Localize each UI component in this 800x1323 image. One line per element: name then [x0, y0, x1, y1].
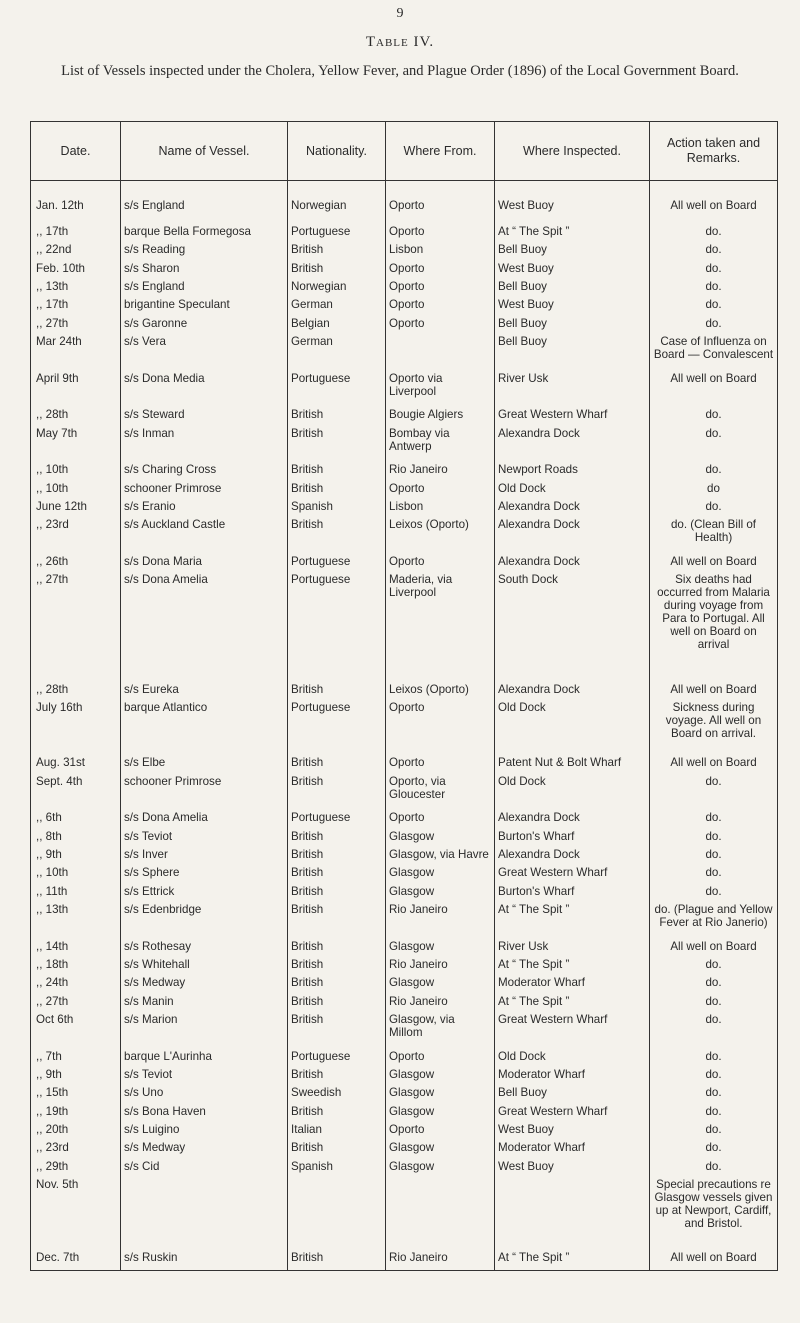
where-inspected-cell: West Buoy	[495, 298, 650, 316]
nationality-cell: British	[288, 830, 386, 848]
date-cell: ,, 29th	[31, 1160, 121, 1178]
action-remarks-cell: do.	[650, 775, 778, 812]
date-cell: ,, 15th	[31, 1086, 121, 1104]
where-inspected-cell: Old Dock	[495, 1050, 650, 1068]
vessel-name-cell: barque Bella Formegosa	[121, 225, 288, 243]
table-row	[31, 1068, 778, 1086]
vessel-name-cell	[121, 1178, 288, 1251]
where-inspected-cell: Old Dock	[495, 701, 650, 756]
action-remarks-cell: All well on Board	[650, 756, 778, 774]
nationality-cell: British	[288, 1013, 386, 1050]
table-row	[31, 775, 778, 812]
column-header-where-from: Where From.	[386, 122, 495, 181]
where-from-cell: Oporto	[386, 225, 495, 243]
table-row	[31, 1160, 778, 1178]
date-cell: ,, 11th	[31, 885, 121, 903]
where-inspected-cell: Great Western Wharf	[495, 408, 650, 426]
date-cell: ,, 8th	[31, 830, 121, 848]
nationality-cell: British	[288, 866, 386, 884]
action-remarks-cell: do.	[650, 225, 778, 243]
table-row	[31, 298, 778, 316]
vessel-name-cell: s/s Sphere	[121, 866, 288, 884]
table-row	[31, 1178, 778, 1251]
action-remarks-cell: do.	[650, 1123, 778, 1141]
vessel-name-cell: brigantine Speculant	[121, 298, 288, 316]
action-remarks-cell: All well on Board	[650, 181, 778, 225]
date-cell: Feb. 10th	[31, 262, 121, 280]
nationality-cell: British	[288, 427, 386, 464]
where-from-cell: Rio Janeiro	[386, 903, 495, 940]
action-remarks-cell: do.	[650, 317, 778, 335]
vessel-name-cell: s/s Dona Amelia	[121, 811, 288, 829]
where-from-cell: Glasgow, via Millom	[386, 1013, 495, 1050]
date-cell: ,, 6th	[31, 811, 121, 829]
nationality-cell: British	[288, 408, 386, 426]
table-row	[31, 848, 778, 866]
date-cell: ,, 23rd	[31, 518, 121, 555]
nationality-cell: Portuguese	[288, 811, 386, 829]
vessel-name-cell: s/s Manin	[121, 995, 288, 1013]
vessel-name-cell: s/s Ettrick	[121, 885, 288, 903]
date-cell: Nov. 5th	[31, 1178, 121, 1251]
vessel-name-cell: s/s Uno	[121, 1086, 288, 1104]
action-remarks-cell: do.	[650, 427, 778, 464]
where-from-cell: Glasgow	[386, 830, 495, 848]
action-remarks-cell: do.	[650, 811, 778, 829]
where-from-cell: Glasgow	[386, 1105, 495, 1123]
nationality-cell: Portuguese	[288, 225, 386, 243]
vessel-name-cell: s/s Medway	[121, 976, 288, 994]
table-row	[31, 683, 778, 701]
table-row	[31, 482, 778, 500]
action-remarks-cell: do.	[650, 830, 778, 848]
column-header-where-inspected: Where Inspected.	[495, 122, 650, 181]
where-inspected-cell: West Buoy	[495, 181, 650, 225]
nationality-cell: Portuguese	[288, 701, 386, 756]
action-remarks-cell: do.	[650, 958, 778, 976]
where-from-cell: Oporto	[386, 1050, 495, 1068]
vessel-name-cell: schooner Primrose	[121, 775, 288, 812]
where-inspected-cell: Alexandra Dock	[495, 811, 650, 829]
table-row	[31, 243, 778, 261]
table-row	[31, 1050, 778, 1068]
where-from-cell: Oporto	[386, 262, 495, 280]
table-row	[31, 181, 778, 225]
action-remarks-cell: do.	[650, 1141, 778, 1159]
where-inspected-cell: At “ The Spit ”	[495, 1251, 650, 1270]
nationality-cell: British	[288, 885, 386, 903]
nationality-cell: British	[288, 940, 386, 958]
vessel-name-cell: s/s Charing Cross	[121, 463, 288, 481]
where-from-cell: Glasgow	[386, 1068, 495, 1086]
action-remarks-cell: Sickness during voyage. All well on Board on arrival.	[650, 701, 778, 756]
date-cell: ,, 17th	[31, 225, 121, 243]
column-header-nationality: Nationality.	[288, 122, 386, 181]
action-remarks-cell: do.	[650, 1086, 778, 1104]
table-row	[31, 995, 778, 1013]
vessel-name-cell: s/s Vera	[121, 335, 288, 372]
where-from-cell: Glasgow	[386, 1141, 495, 1159]
table-row	[31, 811, 778, 829]
vessel-name-cell: s/s Cid	[121, 1160, 288, 1178]
action-remarks-cell: do.	[650, 1160, 778, 1178]
table-row	[31, 958, 778, 976]
table-row	[31, 408, 778, 426]
where-inspected-cell: Alexandra Dock	[495, 683, 650, 701]
table-title: Table IV.	[365, 34, 435, 50]
where-inspected-cell: Patent Nut & Bolt Wharf	[495, 756, 650, 774]
action-remarks-cell: do.	[650, 848, 778, 866]
date-cell: ,, 19th	[31, 1105, 121, 1123]
where-inspected-cell: Alexandra Dock	[495, 500, 650, 518]
where-inspected-cell: Alexandra Dock	[495, 848, 650, 866]
where-from-cell: Oporto	[386, 280, 495, 298]
action-remarks-cell: do.	[650, 243, 778, 261]
vessel-name-cell: s/s Teviot	[121, 1068, 288, 1086]
vessel-name-cell: s/s England	[121, 280, 288, 298]
vessel-name-cell: s/s Marion	[121, 1013, 288, 1050]
vessel-name-cell: s/s Reading	[121, 243, 288, 261]
table-row	[31, 1086, 778, 1104]
action-remarks-cell: do.	[650, 1013, 778, 1050]
where-from-cell: Oporto	[386, 701, 495, 756]
action-remarks-cell: do.	[650, 995, 778, 1013]
action-remarks-cell: do.	[650, 408, 778, 426]
action-remarks-cell: All well on Board	[650, 1251, 778, 1270]
date-cell: ,, 23rd	[31, 1141, 121, 1159]
vessels-table	[30, 121, 778, 1271]
action-remarks-cell: do.	[650, 262, 778, 280]
table-row	[31, 940, 778, 958]
vessel-name-cell: s/s Dona Media	[121, 372, 288, 409]
where-inspected-cell: Bell Buoy	[495, 1086, 650, 1104]
vessel-name-cell: s/s Dona Amelia	[121, 573, 288, 683]
where-inspected-cell: West Buoy	[495, 262, 650, 280]
where-from-cell: Rio Janeiro	[386, 1251, 495, 1270]
table-row	[31, 262, 778, 280]
where-inspected-cell: Great Western Wharf	[495, 866, 650, 884]
vessel-name-cell: s/s Ruskin	[121, 1251, 288, 1270]
vessel-name-cell: s/s Bona Haven	[121, 1105, 288, 1123]
date-cell: ,, 13th	[31, 903, 121, 940]
table-row	[31, 555, 778, 573]
vessel-name-cell: s/s Eranio	[121, 500, 288, 518]
nationality-cell: British	[288, 482, 386, 500]
date-cell: ,, 18th	[31, 958, 121, 976]
action-remarks-cell: All well on Board	[650, 555, 778, 573]
where-from-cell: Rio Janeiro	[386, 995, 495, 1013]
nationality-cell	[288, 1178, 386, 1251]
table-caption: List of Vessels inspected under the Cholera, Yellow Fever, and Plague Order (1896) of the Local Government Board.	[61, 63, 739, 79]
date-cell: Jan. 12th	[31, 181, 121, 225]
where-from-cell: Glasgow	[386, 1160, 495, 1178]
where-inspected-cell: Bell Buoy	[495, 243, 650, 261]
table-row	[31, 885, 778, 903]
nationality-cell: British	[288, 958, 386, 976]
table-row	[31, 573, 778, 683]
nationality-cell: Italian	[288, 1123, 386, 1141]
nationality-cell: Portuguese	[288, 573, 386, 683]
table-row	[31, 427, 778, 464]
where-inspected-cell: Moderator Wharf	[495, 976, 650, 994]
nationality-cell: British	[288, 1251, 386, 1270]
where-inspected-cell: Great Western Wharf	[495, 1105, 650, 1123]
table-row	[31, 518, 778, 555]
where-from-cell: Oporto, via Gloucester	[386, 775, 495, 812]
where-from-cell: Rio Janeiro	[386, 958, 495, 976]
table-row	[31, 1123, 778, 1141]
date-cell: ,, 28th	[31, 683, 121, 701]
where-inspected-cell: River Usk	[495, 940, 650, 958]
date-cell: ,, 27th	[31, 317, 121, 335]
nationality-cell: Spanish	[288, 500, 386, 518]
table-row	[31, 830, 778, 848]
table-row	[31, 701, 778, 756]
date-cell: May 7th	[31, 427, 121, 464]
vessel-name-cell: barque L'Aurinha	[121, 1050, 288, 1068]
date-cell: Mar 24th	[31, 335, 121, 372]
date-cell: ,, 22nd	[31, 243, 121, 261]
vessel-name-cell: s/s Garonne	[121, 317, 288, 335]
nationality-cell: British	[288, 243, 386, 261]
vessel-name-cell: s/s Inver	[121, 848, 288, 866]
date-cell: ,, 10th	[31, 463, 121, 481]
date-cell: Oct 6th	[31, 1013, 121, 1050]
where-inspected-cell: Bell Buoy	[495, 317, 650, 335]
where-from-cell: Lisbon	[386, 243, 495, 261]
date-cell: ,, 26th	[31, 555, 121, 573]
where-from-cell: Glasgow	[386, 885, 495, 903]
where-inspected-cell: At “ The Spit ”	[495, 958, 650, 976]
where-from-cell	[386, 1178, 495, 1251]
date-cell: ,, 9th	[31, 1068, 121, 1086]
action-remarks-cell: do. (Clean Bill of Health)	[650, 518, 778, 555]
action-remarks-cell: do	[650, 482, 778, 500]
where-from-cell: Glasgow	[386, 1086, 495, 1104]
action-remarks-cell: All well on Board	[650, 940, 778, 958]
table-row	[31, 1141, 778, 1159]
date-cell: Aug. 31st	[31, 756, 121, 774]
date-cell: ,, 10th	[31, 482, 121, 500]
date-cell: ,, 10th	[31, 866, 121, 884]
nationality-cell: Sweedish	[288, 1086, 386, 1104]
where-inspected-cell: West Buoy	[495, 1123, 650, 1141]
column-header-action: Action taken and Remarks.	[650, 122, 778, 181]
where-inspected-cell: Bell Buoy	[495, 280, 650, 298]
action-remarks-cell: All well on Board	[650, 683, 778, 701]
action-remarks-cell: do.	[650, 1105, 778, 1123]
where-inspected-cell: Burton's Wharf	[495, 830, 650, 848]
vessel-name-cell: s/s Whitehall	[121, 958, 288, 976]
date-cell: ,, 7th	[31, 1050, 121, 1068]
action-remarks-cell: do.	[650, 976, 778, 994]
where-inspected-cell	[495, 1178, 650, 1251]
action-remarks-cell: All well on Board	[650, 372, 778, 409]
vessel-name-cell: s/s Elbe	[121, 756, 288, 774]
where-from-cell: Oporto	[386, 298, 495, 316]
where-from-cell	[386, 335, 495, 372]
where-inspected-cell: Newport Roads	[495, 463, 650, 481]
table-row	[31, 335, 778, 372]
where-inspected-cell: West Buoy	[495, 1160, 650, 1178]
where-inspected-cell: Old Dock	[495, 482, 650, 500]
vessel-name-cell: s/s Medway	[121, 1141, 288, 1159]
vessel-name-cell: s/s Rothesay	[121, 940, 288, 958]
action-remarks-cell: do.	[650, 1068, 778, 1086]
action-remarks-cell: do.	[650, 885, 778, 903]
table-row	[31, 1251, 778, 1270]
where-from-cell: Oporto	[386, 555, 495, 573]
nationality-cell: Norwegian	[288, 181, 386, 225]
nationality-cell: British	[288, 903, 386, 940]
nationality-cell: German	[288, 335, 386, 372]
date-cell: ,, 20th	[31, 1123, 121, 1141]
vessel-name-cell: barque Atlantico	[121, 701, 288, 756]
nationality-cell: British	[288, 1141, 386, 1159]
table-row	[31, 756, 778, 774]
vessel-name-cell: s/s Dona Maria	[121, 555, 288, 573]
where-from-cell: Bombay via Antwerp	[386, 427, 495, 464]
nationality-cell: British	[288, 775, 386, 812]
where-from-cell: Glasgow, via Havre	[386, 848, 495, 866]
where-inspected-cell: Great Western Wharf	[495, 1013, 650, 1050]
vessel-name-cell: schooner Primrose	[121, 482, 288, 500]
vessel-name-cell: s/s Steward	[121, 408, 288, 426]
date-cell: ,, 13th	[31, 280, 121, 298]
vessel-name-cell: s/s Auckland Castle	[121, 518, 288, 555]
action-remarks-cell: do.	[650, 280, 778, 298]
nationality-cell: Norwegian	[288, 280, 386, 298]
action-remarks-cell: do.	[650, 500, 778, 518]
where-inspected-cell: Bell Buoy	[495, 335, 650, 372]
where-inspected-cell: Old Dock	[495, 775, 650, 812]
nationality-cell: British	[288, 518, 386, 555]
where-from-cell: Rio Janeiro	[386, 463, 495, 481]
vessel-name-cell: s/s Teviot	[121, 830, 288, 848]
action-remarks-cell: do.	[650, 298, 778, 316]
nationality-cell: Spanish	[288, 1160, 386, 1178]
where-inspected-cell: South Dock	[495, 573, 650, 683]
column-header-vessel: Name of Vessel.	[121, 122, 288, 181]
date-cell: ,, 24th	[31, 976, 121, 994]
where-from-cell: Lisbon	[386, 500, 495, 518]
table-row	[31, 1105, 778, 1123]
nationality-cell: British	[288, 848, 386, 866]
where-from-cell: Oporto	[386, 1123, 495, 1141]
nationality-cell: British	[288, 756, 386, 774]
action-remarks-cell: do. (Plague and Yellow Fever at Rio Janerio)	[650, 903, 778, 940]
where-from-cell: Glasgow	[386, 976, 495, 994]
nationality-cell: British	[288, 1068, 386, 1086]
nationality-cell: British	[288, 976, 386, 994]
where-inspected-cell: River Usk	[495, 372, 650, 409]
nationality-cell: British	[288, 463, 386, 481]
nationality-cell: Belgian	[288, 317, 386, 335]
date-cell: ,, 14th	[31, 940, 121, 958]
where-inspected-cell: Alexandra Dock	[495, 518, 650, 555]
where-from-cell: Bougie Algiers	[386, 408, 495, 426]
vessel-name-cell: s/s Eureka	[121, 683, 288, 701]
where-inspected-cell: Burton's Wharf	[495, 885, 650, 903]
where-inspected-cell: At “ The Spit ”	[495, 995, 650, 1013]
nationality-cell: Portuguese	[288, 555, 386, 573]
table-row	[31, 463, 778, 481]
where-from-cell: Glasgow	[386, 940, 495, 958]
vessel-name-cell: s/s Luigino	[121, 1123, 288, 1141]
where-from-cell: Maderia, via Liverpool	[386, 573, 495, 683]
nationality-cell: Portuguese	[288, 1050, 386, 1068]
table-row	[31, 866, 778, 884]
nationality-cell: British	[288, 262, 386, 280]
where-from-cell: Oporto via Liverpool	[386, 372, 495, 409]
nationality-cell: British	[288, 1105, 386, 1123]
where-from-cell: Leixos (Oporto)	[386, 683, 495, 701]
where-inspected-cell: Alexandra Dock	[495, 555, 650, 573]
table-row	[31, 1013, 778, 1050]
where-from-cell: Oporto	[386, 181, 495, 225]
where-from-cell: Oporto	[386, 811, 495, 829]
date-cell: ,, 27th	[31, 573, 121, 683]
table-row	[31, 903, 778, 940]
date-cell: ,, 27th	[31, 995, 121, 1013]
nationality-cell: German	[288, 298, 386, 316]
action-remarks-cell: do.	[650, 866, 778, 884]
nationality-cell: British	[288, 683, 386, 701]
vessel-name-cell: s/s Inman	[121, 427, 288, 464]
where-inspected-cell: Moderator Wharf	[495, 1141, 650, 1159]
action-remarks-cell: do.	[650, 1050, 778, 1068]
vessel-name-cell: s/s Sharon	[121, 262, 288, 280]
date-cell: July 16th	[31, 701, 121, 756]
action-remarks-cell: Special precautions re Glasgow vessels given up at Newport, Cardiff, and Bristol.	[650, 1178, 778, 1251]
date-cell: ,, 28th	[31, 408, 121, 426]
table-header-row	[31, 122, 778, 181]
where-inspected-cell: Alexandra Dock	[495, 427, 650, 464]
where-from-cell: Leixos (Oporto)	[386, 518, 495, 555]
vessel-name-cell: s/s Edenbridge	[121, 903, 288, 940]
action-remarks-cell: Case of Influenza on Board — Convalescent	[650, 335, 778, 372]
vessel-name-cell: s/s England	[121, 181, 288, 225]
nationality-cell: Portuguese	[288, 372, 386, 409]
where-inspected-cell: At “ The Spit ”	[495, 903, 650, 940]
date-cell: ,, 17th	[31, 298, 121, 316]
table-row	[31, 976, 778, 994]
date-cell: ,, 9th	[31, 848, 121, 866]
where-from-cell: Oporto	[386, 482, 495, 500]
date-cell: June 12th	[31, 500, 121, 518]
where-from-cell: Oporto	[386, 756, 495, 774]
action-remarks-cell: do.	[650, 463, 778, 481]
where-from-cell: Glasgow	[386, 866, 495, 884]
date-cell: Sept. 4th	[31, 775, 121, 812]
action-remarks-cell: Six deaths had occurred from Malaria during voyage from Para to Portugal. All well on Board on arrival	[650, 573, 778, 683]
page-number: 9	[396, 6, 404, 21]
column-header-date: Date.	[31, 122, 121, 181]
nationality-cell: British	[288, 995, 386, 1013]
table-row	[31, 225, 778, 243]
table-row	[31, 500, 778, 518]
where-inspected-cell: Moderator Wharf	[495, 1068, 650, 1086]
table-row	[31, 372, 778, 409]
where-from-cell: Oporto	[386, 317, 495, 335]
date-cell: April 9th	[31, 372, 121, 409]
table-row	[31, 280, 778, 298]
table-row	[31, 317, 778, 335]
where-inspected-cell: At “ The Spit ”	[495, 225, 650, 243]
table-body	[31, 181, 778, 1271]
date-cell: Dec. 7th	[31, 1251, 121, 1270]
